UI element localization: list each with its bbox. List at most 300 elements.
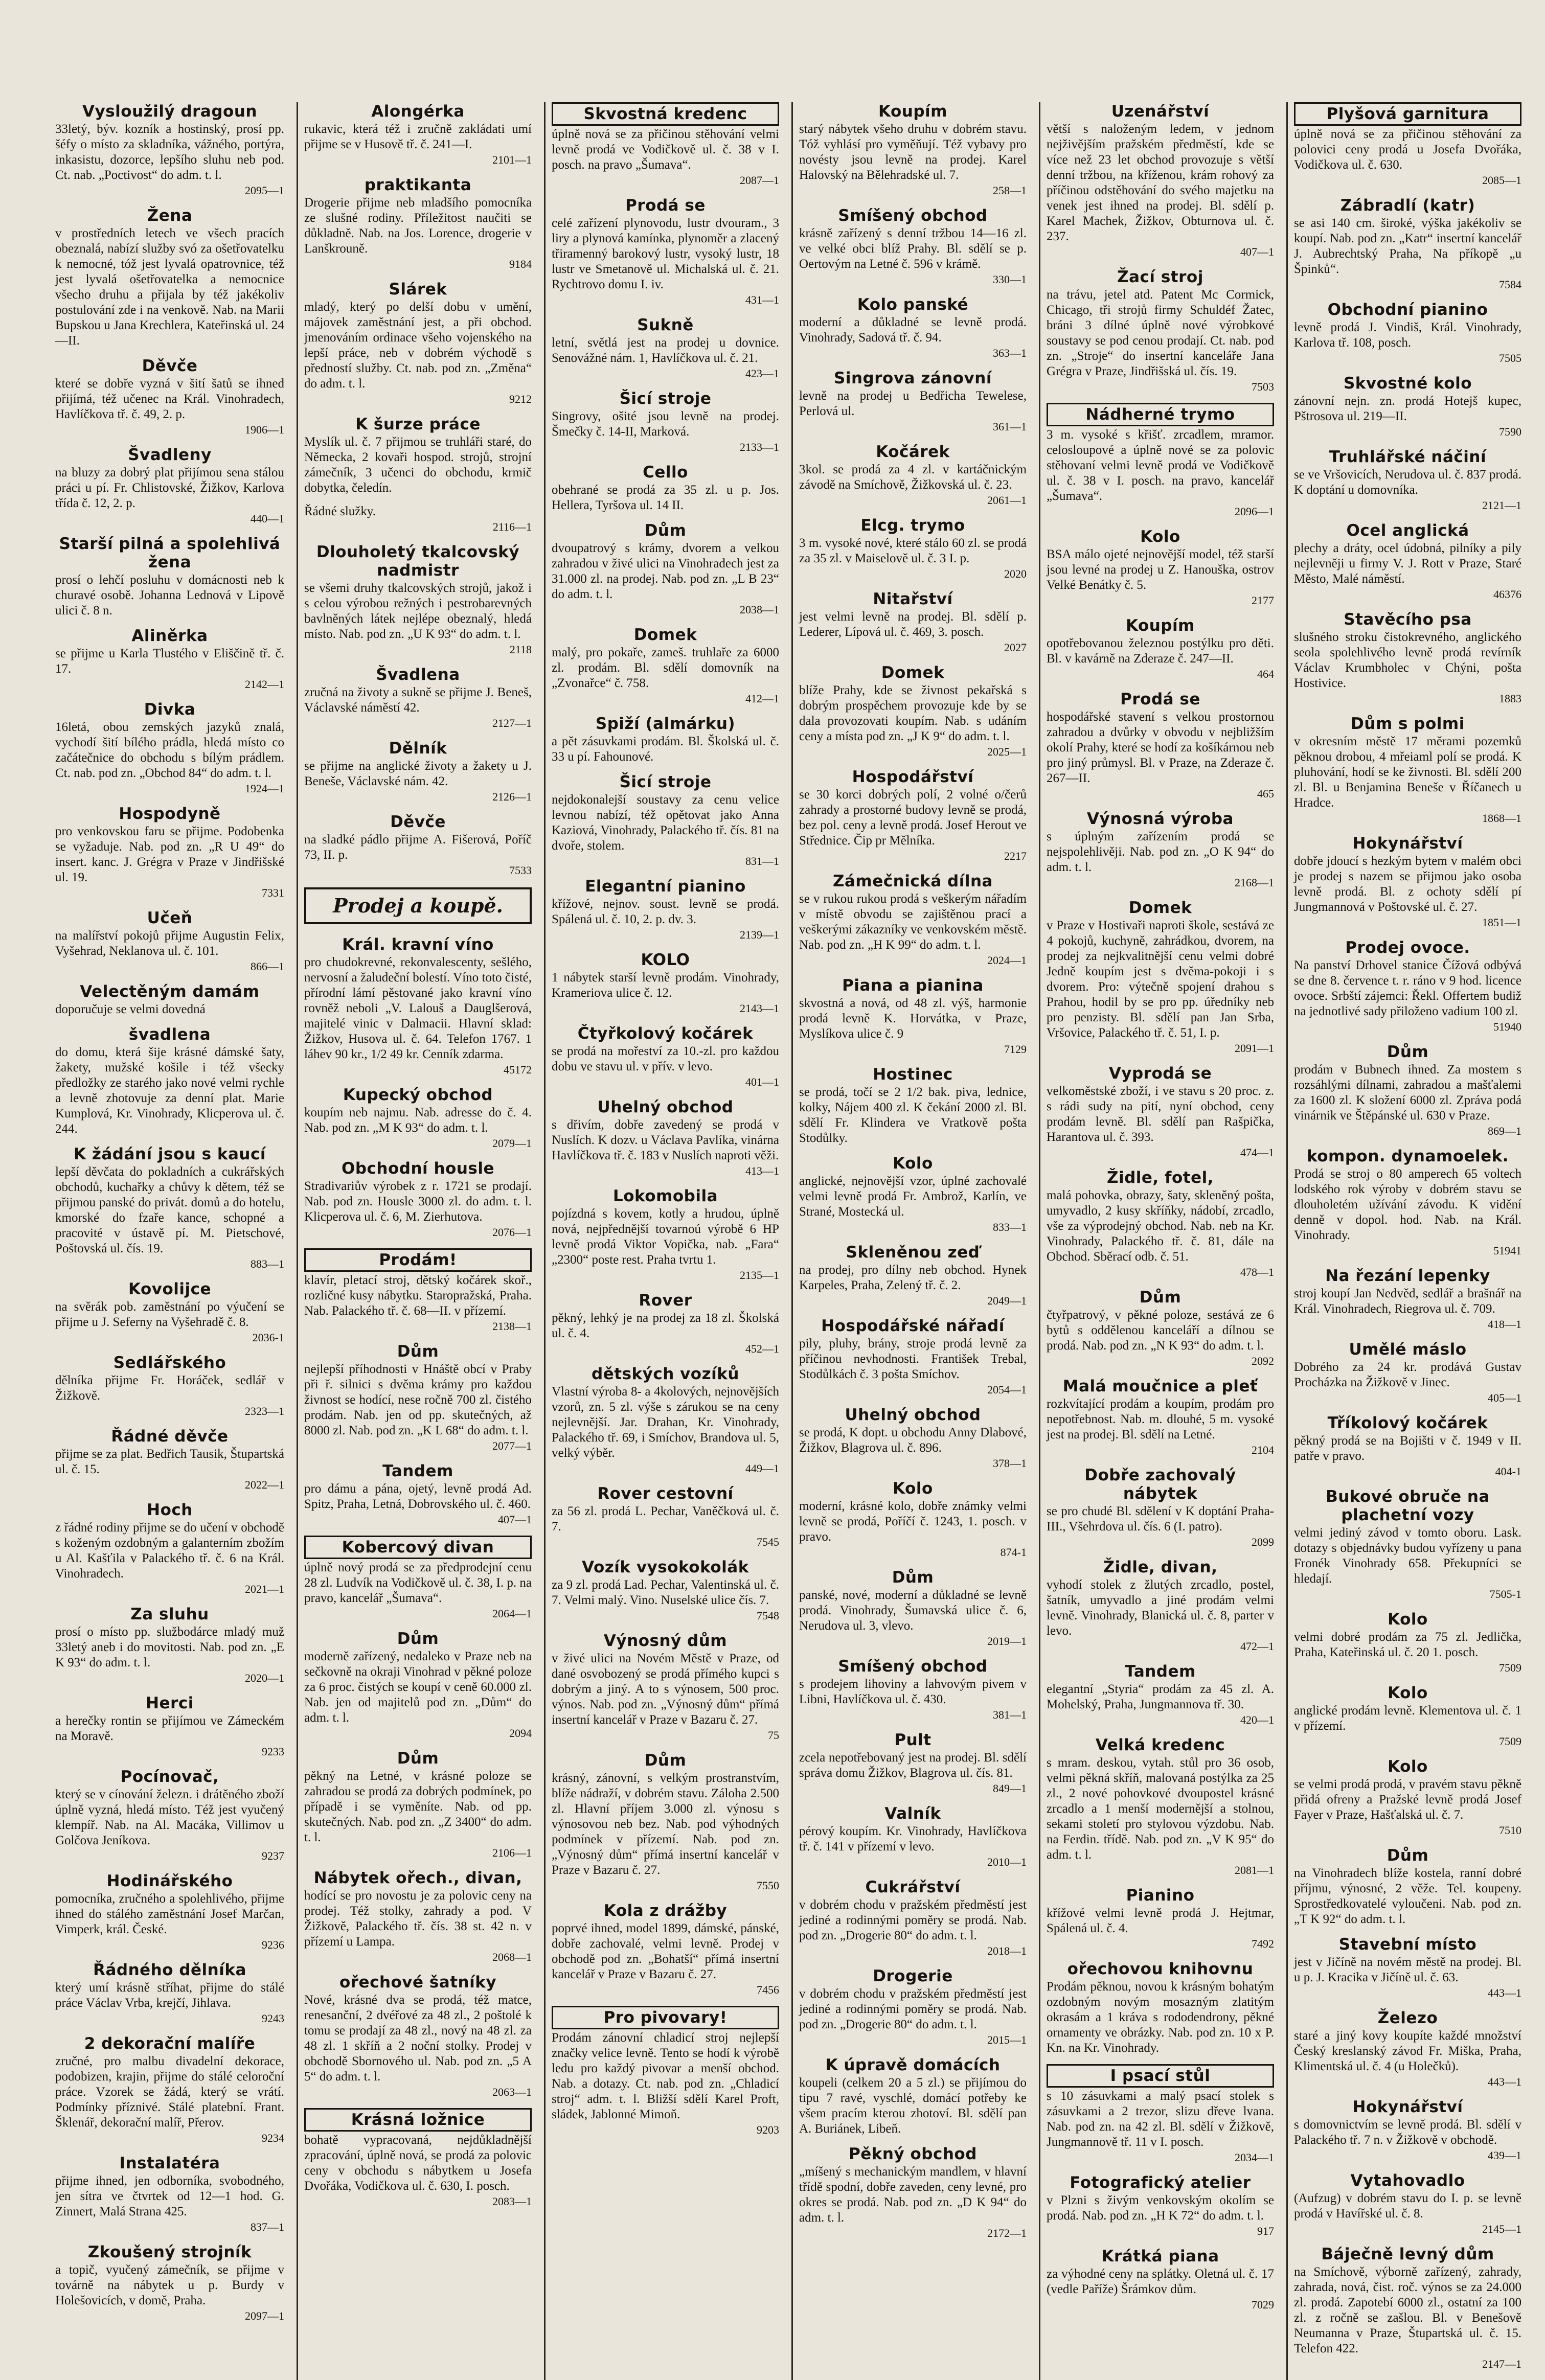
ad-code-line <box>1294 1243 1521 1258</box>
classified-ad <box>1294 2009 1521 2090</box>
ad-code: 2126—1 <box>492 790 532 803</box>
ad-text: krásný, zánovní, s velkým prostranstvím, blíže nádraží, v dobrém stavu. Záloha 2.500 zl. Hlavní příjem 3.000 zl. výnosu s výnosovou neb bez. Nab. pod výhodných podmínek v přízemí. Nab. pod zn. „Výnosný dům“ přímá insertní kancelář v Praze v Bazaru č. 27. <box>552 1771 779 1877</box>
ad-code-line <box>304 1512 532 1527</box>
ad-text: anglické, nejnovější vzor, úplné zachovalé velmi levně prodá Fr. Ambrož, Karlín, ve Strané, Mostecká ul. <box>799 1174 1027 1219</box>
ad-title: Pocínovač, <box>120 1768 219 1786</box>
ad-code: 2085—1 <box>1482 174 1521 187</box>
classified-ad <box>1294 2171 1521 2237</box>
ad-title: Obchodní housle <box>341 1159 494 1178</box>
ad-code-line <box>1294 691 1521 706</box>
ad-code: 2217 <box>1004 850 1027 862</box>
ad-code: 2063—1 <box>492 2086 532 2098</box>
ad-code: 9203 <box>757 2123 779 2136</box>
classified-ad <box>55 1961 284 2026</box>
classified-ad <box>55 1427 284 1493</box>
ad-code: 431—1 <box>745 293 779 306</box>
ad-code: 837—1 <box>251 2221 284 2233</box>
classified-ad <box>799 1243 1027 1309</box>
ad-code: 401—1 <box>745 1075 779 1088</box>
ad-text: obehrané se prodá za 35 zl. u p. Jos. Hellera, Tyršova ul. 14 II. <box>552 483 779 512</box>
ad-code: 2079—1 <box>492 1137 532 1150</box>
ad-code-line <box>1047 2224 1274 2239</box>
classified-ad <box>55 2243 284 2324</box>
ad-title: Báječně levný dům <box>1321 2245 1494 2263</box>
ad-text: jest v Jičíně na novém městě na prodej. Bl. u p. J. Kracika v Jičíně ul. č. 63. <box>1294 1955 1521 1984</box>
ad-code-line <box>304 716 532 731</box>
ad-text: 16letá, obou zemských jazyků znalá, vychodí šití bílého prádla, hledá místo co začátečnice do obchodu s bílým prádlem. Ct. nab. pod zn. „Obchod 84“ do adm. t. l. <box>55 720 284 780</box>
ad-text: bohatě vypracovaná, nejdůkladnější zpracování, úplně nová, se prodá za polovic ceny v obchodu s nábytkem u Josefa Dvořáka, Vodičkova ul. č. 630, I. posch. <box>304 2133 532 2193</box>
ad-code: 258—1 <box>993 184 1027 197</box>
ad-title: Dlouholetý tkalcovský nadmistr <box>316 543 520 580</box>
ad-title: Dům s polmi <box>1351 715 1465 733</box>
classified-ad <box>1294 1267 1521 1332</box>
ad-code-line <box>1047 504 1274 519</box>
ad-title: kompon. dynamoelek. <box>1306 1147 1509 1165</box>
ad-title: Pult <box>894 1731 931 1749</box>
classified-ad <box>1294 1684 1521 1749</box>
ad-code: 1883 <box>1499 692 1521 705</box>
ad-title: Kolo <box>893 1154 933 1173</box>
ad-code: 7509 <box>1499 1661 1521 1674</box>
ad-code-line <box>304 1950 532 1965</box>
ad-text: zánovní nejn. zn. prodá Hotejš kupec, Pštrosova ul. 219—II. <box>1294 394 1521 423</box>
ad-code: 7545 <box>757 1536 779 1548</box>
ad-code-line <box>55 511 284 527</box>
ad-code: 443—1 <box>1488 1986 1521 1999</box>
ad-code: 440—1 <box>251 512 284 525</box>
ad-code: 330—1 <box>993 273 1027 286</box>
classified-ad <box>1047 810 1274 890</box>
classified-ad <box>552 1024 779 1090</box>
classified-ad <box>55 102 284 198</box>
classified-ad <box>552 1751 779 1893</box>
ad-text: v Praze v Hostivaři naproti škole, sestává ze 4 pokojů, kuchyně, zahrádkou, dvorem, na prodej za nejkvalitnější cenu velmi dobré Jedně koupím jest s dvěma-pokoji i s dvorem. Pro: výtečně spojení drahou s Prahou, hodil by se pro pp. úředníky neb pro penzisty. Bl. sdělí pan Jan Srba, Vršovice, Palackého tř. č. 51, I. p. <box>1047 919 1274 1040</box>
classified-ad <box>799 1731 1027 1796</box>
ad-code-line <box>1047 1041 1274 1056</box>
ad-title: Hoch <box>147 1501 193 1519</box>
classified-ad <box>552 773 779 869</box>
classified-ad <box>55 207 284 349</box>
ad-title: Kolo panské <box>857 295 969 314</box>
ad-title: Dům <box>644 1751 687 1770</box>
ad-text: pro dámu a pána, ojetý, levně prodá Ad. Spitz, Praha, Letná, Dobrovského ul. č. 460. <box>304 1482 532 1511</box>
ad-text: Drogerie přijme neb mladšího pomocníka ze slušné rodiny. Příležitost naučiti se důkladně. Nab. na Jos. Lorence, drogerie v Lanškrouně. <box>304 196 532 256</box>
ad-code: 2106—1 <box>492 1846 532 1859</box>
ad-code-line <box>1294 424 1521 440</box>
ad-title: Krásná ložnice <box>304 2108 532 2132</box>
ad-text: úplně nová se za přičinou stěhování za polovici ceny prodá u Josefa Dvořáka, Vodičkova ul. č. 630. <box>1294 127 1521 172</box>
classified-ad <box>1047 1960 1274 2056</box>
ad-code-line <box>799 744 1027 760</box>
ad-code-line <box>799 1943 1027 1959</box>
classified-ad <box>1294 448 1521 513</box>
classified-ad <box>799 1804 1027 1870</box>
ad-code-line <box>1294 1985 1521 2001</box>
ad-code-line <box>304 642 532 657</box>
ad-text: který se v cínování železn. i drátěného zboží úplně vyzná, hledá místo. Též jest vyučený klempíř. Nab. na Al. Macáka, Villimov u Golčova Jeníkova. <box>55 1788 284 1847</box>
ad-code-line <box>1294 1317 1521 1332</box>
ad-code: 420—1 <box>1240 1713 1274 1726</box>
ad-code-line <box>799 566 1027 582</box>
classified-ad <box>1294 1757 1521 1838</box>
classified-ad <box>799 1878 1027 1959</box>
ad-code: 478—1 <box>1240 1266 1274 1278</box>
ad-code-line <box>552 2122 779 2138</box>
ad-text: jest velmi levně na prodej. Bl. sdělí p. Lederer, Lípová ul. č. 469, 3. posch. <box>799 610 1027 639</box>
ad-title: Výnosný dům <box>603 1632 728 1650</box>
ad-code: 2061—1 <box>987 494 1027 507</box>
ad-code: 2049—1 <box>987 1294 1027 1307</box>
ad-text: na Smíchově, výborně zařízený, zahrady, zahrada, nová, čist. roč. výnos se za 24.000 zl. prodá. Zapotebí 6000 zl., ostatní za 100 zl. z ročně se zašlou. Bl. v Benešově Neumanna v Praze, Štupartská ul. č. 15. Telefon 422. <box>1294 2265 1521 2355</box>
ad-title: Dům <box>892 1568 934 1587</box>
ad-text: na bluzy za dobrý plat přijímou sena stálou práci u pí. Fr. Chlistovské, Žižkov, Karlova třída č. 12, 2. p. <box>55 466 284 510</box>
ad-title: Dům <box>397 1749 439 1768</box>
ad-title: Hokynářství <box>1352 834 1463 853</box>
ad-code: 2094 <box>509 1727 532 1740</box>
ad-code-line <box>1294 1734 1521 1749</box>
classified-ad <box>304 666 532 731</box>
ad-code-line <box>304 519 532 535</box>
ad-title: Starší pilná a spolehlivá žena <box>59 535 281 571</box>
ad-code-line <box>552 854 779 869</box>
ad-title: Železo <box>1377 2009 1438 2027</box>
classified-ad <box>55 982 284 1017</box>
ad-text: pěkný prodá se na Bojišti v č. 1949 v II. patře v pravo. <box>1294 1434 1521 1463</box>
ad-title: Singrova zánovní <box>834 369 992 387</box>
classified-ad <box>799 1406 1027 1471</box>
classified-ad <box>1047 2173 1274 2239</box>
ad-code: 418—1 <box>1488 1318 1521 1331</box>
ad-code: 51940 <box>1493 1020 1521 1033</box>
ad-text: 3 m. vysoké s křišť. zrcadlem, mramor. celosloupové a úplně nové se za polovic stěhovaní velmi levně prodá ve Vodičkově ul. č. 38 v I. posch. na pravo, kancelář „Šumava“. <box>1047 428 1274 503</box>
ad-text: koupeli (celkem 20 a 5 zl.) se přijímou do tipu 7 ravé, vyschlé, domácí potřeby ke všem pracím kterou zhotoví. Bl. sdělí pan A. Buriánek, Libeň. <box>799 2076 1027 2136</box>
classified-ad <box>1047 1288 1274 1369</box>
ad-text: Stradivariův výrobek z r. 1721 se prodají. Nab. pod zn. Housle 3000 zl. do adm. t. l. Klicperova ul. č. 6, M. Zierhutova. <box>304 1179 532 1224</box>
ad-text: poprvé ihned, model 1899, dámské, pánské, dobře zachovalé, velmi levně. Prodej v obchodě pod zn. „Bohatší“ přímá insertní kancelář v Praze v Bazaru č. 27. <box>552 1921 779 1981</box>
ad-title: Kočárek <box>876 443 950 461</box>
classified-ad <box>799 976 1027 1057</box>
ad-code: 2054—1 <box>987 1383 1027 1396</box>
classified-ad <box>1047 1662 1274 1728</box>
ad-code: 9212 <box>509 393 532 405</box>
ad-code-line <box>1294 498 1521 513</box>
ad-code-line <box>1047 1712 1274 1728</box>
ad-code: 7533 <box>509 864 532 877</box>
ad-text: Na panství Drhovel stanice Čížová odbývá se dne 8. července t. r. ráno v 9 hod. licence ovoce. Srbští zájemci: Řekl. Offertem budiž na jednotlivé sady přiloženo vadium 100 zl. <box>1294 958 1521 1018</box>
ad-title: K žádání jsou s kaucí <box>74 1145 266 1163</box>
ad-code: 2021—1 <box>245 1583 284 1595</box>
ad-code-line <box>552 1074 779 1090</box>
classified-ad <box>1294 1147 1521 1258</box>
classified-ad <box>1294 834 1521 930</box>
ad-title: ořechové šatníky <box>339 1973 497 1992</box>
ad-title: Zámečnická dílna <box>833 872 993 890</box>
classified-ad <box>1294 196 1521 292</box>
ad-title: Kolo <box>1388 1757 1428 1776</box>
ad-text: Myslík ul. č. 7 přijmou se truhláři staré, do Německa, 2 kovaři hospod. strojů, strojní zámečník, 3 učenci do obchodu, krmič dobytka, čeledín. <box>304 435 532 495</box>
ad-title: Krátká piana <box>1101 2247 1219 2265</box>
ad-text: rozkvítající prodám a koupím, prodám pro nepotřebnost. Nab. m. dlouhé, 5 m. vysoké jest na prodej. Bl. sdělí na Letné. <box>1047 1397 1274 1441</box>
ad-code-line <box>304 152 532 168</box>
ad-text: krásně zařízený s denní tržbou 14—16 zl. ve velké obci blíž Prahy. Bl. sdělí se p. Oertovým na Letné č. 596 v krámě. <box>799 226 1027 271</box>
ad-text: 3kol. se prodá za 4 zl. v kartáčnickým závodě na Smíchově, Žižkovská ul. č. 23. <box>799 463 1027 492</box>
ad-code: 7590 <box>1499 425 1521 438</box>
ad-code: 452—1 <box>745 1342 779 1355</box>
ad-code: 2064—1 <box>492 1607 532 1620</box>
ad-text: přijme se za plat. Bedřich Tausik, Štupartská ul. č. 15. <box>55 1447 284 1476</box>
classified-ad <box>55 909 284 974</box>
classified-ad <box>1294 715 1521 826</box>
classified-ad <box>1294 939 1521 1035</box>
ad-text: v živé ulici na Novém Městě v Praze, od dané osvobozený se prodá přímého kupci s dobrým a jiný. A to s výnosem, 500 proc. výnos. Nab. pod zn. „Výnosný dům“ přímá insertní kancelář v Praze v Bazaru č. 27. <box>552 1652 779 1727</box>
ad-text: 3 m. vysoké nové, které stálo 60 zl. se prodá za 35 zl. v Maiselově ul. č. 3 I. p. <box>799 536 1027 565</box>
classified-ad <box>799 1317 1027 1398</box>
classified-ad <box>1047 1064 1274 1160</box>
ad-code-line <box>1294 173 1521 188</box>
ad-text: na svěrák pob. zaměstnání po výučení se přijme u J. Seferny na Vyšehradě č. 8. <box>55 1300 284 1329</box>
ad-code: 7129 <box>1004 1043 1027 1056</box>
ad-code-line <box>552 366 779 381</box>
ad-text: BSA málo ojeté nejnovější model, též starší jsou levné na prodej u Z. Hanouška, ostrov Velké Benátky č. 5. <box>1047 547 1274 592</box>
column-5 <box>1039 102 1279 2380</box>
ad-code: 75 <box>768 1729 779 1742</box>
ad-code-line <box>1047 1443 1274 1458</box>
ad-code: 2172—1 <box>987 2227 1027 2239</box>
ad-code: 2068—1 <box>492 1951 532 1963</box>
ad-text: větší s naloženým ledem, v jednom nejživějším pražském předměstí, kde se více než 23 let obchod provozuje s větší denní tržbou, na kříženou, krám rohový za příčinou odstěhování do svého majetku na venek jest ihned na prodej. Bl. sdělí p. Karel Machek, Žižkov, Obturnova ul. č. 237. <box>1047 122 1274 243</box>
classified-ad <box>1294 1846 1521 1927</box>
ad-code-line <box>55 2219 284 2235</box>
ad-title: Spiží (almárku) <box>595 715 736 733</box>
ad-title: Hodinářského <box>106 1872 233 1890</box>
ad-title: Koupím <box>878 102 947 121</box>
ad-code-line <box>304 2085 532 2100</box>
ad-code-line <box>1294 2074 1521 2090</box>
ad-text: nejlepší příhodnosti v Hnáště obcí v Praby při ř. silnici s dvěma krámy pro každou živnost se hodící, nese ročně 700 zl. čistého prodám. Nab. jen od pp. skutečných, až 8000 zl. Nab. pod zn. „K L 68“ do adm. t. l. <box>304 1362 532 1437</box>
ad-title: dětských vozíků <box>592 1365 739 1383</box>
ad-code-line <box>55 2011 284 2026</box>
ad-code: 474—1 <box>1240 1146 1274 1159</box>
ad-code: 404-1 <box>1495 1465 1521 1478</box>
ad-title: Nádherné trymo <box>1047 403 1274 426</box>
ad-code: 7331 <box>262 886 284 899</box>
ad-code: 831—1 <box>745 855 779 867</box>
ad-title: Plyšová garnitura <box>1294 102 1521 126</box>
classified-ad <box>1047 403 1274 519</box>
ad-code: 9234 <box>262 2132 284 2144</box>
classified-ad <box>304 543 532 657</box>
ad-code-line <box>799 272 1027 287</box>
ad-code: 1924—1 <box>245 782 284 795</box>
ad-code: 2038—1 <box>740 603 779 616</box>
ad-text: na sladké pádlo přijme A. Fišerová, Poříč 73, II. p. <box>304 833 532 862</box>
column-6 <box>1286 102 1527 2380</box>
classified-ad <box>1047 528 1274 608</box>
ad-text: se ve Vršovicích, Nerudova ul. č. 837 prodá. K doptání u domovníka. <box>1294 468 1521 497</box>
ad-code: 917 <box>1257 2225 1274 2237</box>
ad-code: 2024—1 <box>987 954 1027 967</box>
ad-code-line <box>1047 1639 1274 1654</box>
ad-code: 869—1 <box>1488 1125 1521 1137</box>
ad-text: Řádné služky. <box>304 505 376 518</box>
ad-text: 1 nábytek starší levně prodám. Vinohrady, Krameriova ulice č. 12. <box>552 971 779 1000</box>
ad-title: Aliněrka <box>131 627 208 645</box>
ad-code: 2323—1 <box>245 1405 284 1417</box>
classified-ad <box>55 535 284 619</box>
ad-text: s úplným zařízením prodá se nejspolehlivěji. Nab. pod zn. „O K 94“ do adm. t. l. <box>1047 830 1274 874</box>
ad-code-line <box>552 1341 779 1357</box>
ad-code-line <box>55 1582 284 1597</box>
ad-title: praktikanta <box>364 176 472 194</box>
ad-title: Kolo <box>1388 1610 1428 1629</box>
ad-title: ořechovou knihovnu <box>1067 1960 1254 1978</box>
ad-title: Dům <box>1387 1846 1429 1865</box>
ad-code: 1906—1 <box>245 423 284 436</box>
ad-title: Dům <box>397 1342 439 1361</box>
ad-code: 9237 <box>262 1849 284 1862</box>
ad-text: blíže Prahy, kde se živnost pekařská s dobrým prospěchem provozuje kde by se dala provozovati koupím. Nab. s udáním ceny a místa pod zn. „J K 9“ do adm. t. l. <box>799 683 1027 743</box>
ad-title: Umělé máslo <box>1349 1340 1467 1359</box>
ad-title: Židle, fotel, <box>1106 1169 1214 1187</box>
ad-text: levně prodá J. Vindiš, Král. Vinohrady, Karlova tř. 108, posch. <box>1294 321 1521 350</box>
ad-text: do domu, která šije krásné dámské šaty, žakety, mužské košile i též všecky předložky ze starého jako nové velmi rychle a levně zhotovuje za denní plat. Marie Kumplová, Kr. Vinohrady, Klicperova ul. č. 244. <box>55 1045 284 1136</box>
classified-ad <box>552 715 779 765</box>
ad-code-line <box>552 1878 779 1893</box>
ad-text: velkoměstské zboží, i ve stavu s 20 proc. z. s rádi sudy na pití, nyní obchod, ceny prodám levně. Bl. sdělí pan Rašpička, Harantova ul. č. 393. <box>1047 1084 1274 1144</box>
ad-code-line <box>1047 2150 1274 2165</box>
classified-ad <box>304 2108 532 2209</box>
ad-code-line <box>304 1606 532 1621</box>
ad-code: 439—1 <box>1488 2149 1521 2162</box>
classified-ad <box>304 935 532 1078</box>
ad-code-line <box>304 1136 532 1151</box>
ad-text: pérový koupím. Kr. Vinohrady, Havlíčkova tř. č. 141 v přízemí v levo. <box>799 1824 1027 1853</box>
ad-code: 2087—1 <box>740 174 779 187</box>
ad-title: Stavěcího psa <box>1344 610 1472 629</box>
ad-code: 381—1 <box>993 1708 1027 1721</box>
ad-code-line <box>1047 379 1274 395</box>
ad-code: 2096—1 <box>1235 505 1274 518</box>
classified-ad <box>304 1973 532 2100</box>
ad-title: Cukrářství <box>865 1878 961 1896</box>
ad-code-line <box>799 1855 1027 1870</box>
ad-code: 472—1 <box>1240 1640 1274 1653</box>
classified-ad <box>552 196 779 308</box>
ad-code-line <box>799 1707 1027 1723</box>
ad-code-line <box>55 183 284 198</box>
ad-code-line <box>304 1438 532 1454</box>
ad-text: v dobrém chodu v pražském předměstí jest jediné a rodinnými poměry se prodá. Nab. pod zn. „Drogerie 80“ do adm. t. l. <box>799 1898 1027 1942</box>
ad-text: s dřivím, dobře zavedený se prodá v Nuslích. K dozv. u Václava Pavlíka, vinárna Havlíčkova tř. č. 183 v Nuslích naproti věži. <box>552 1118 779 1162</box>
classified-ad <box>1294 1610 1521 1676</box>
ad-text: plechy a dráty, ocel údobná, pilníky a pily nejlevněji u firmy V. J. Rott v Praze, Staré Město, Malé náměstí. <box>1294 541 1521 586</box>
classified-ad <box>799 1154 1027 1235</box>
ad-title: Valník <box>884 1804 941 1823</box>
ad-title: Truhlářské náčiní <box>1329 448 1487 466</box>
ad-code: 2015—1 <box>987 2033 1027 2046</box>
ad-title: Židle, divan, <box>1103 1558 1218 1576</box>
ad-code: 2083—1 <box>492 2195 532 2208</box>
classified-ad <box>304 102 532 168</box>
ad-text: úplně nový prodá se za předprodejní cenu 28 zl. Ludvík na Vodičkově ul. č. 38, I. p. na pravo, kancelář „Šumava“. <box>304 1561 532 1605</box>
ad-text: malý, pro pokaře, zameš. truhlaře za 6000 zl. prodám. Bl. sdělí domovník na „Zvonařce“ č. 758. <box>552 646 779 690</box>
ad-code-line <box>304 1225 532 1240</box>
ad-code: 2034—1 <box>1235 2151 1274 2164</box>
ad-title: Hospodyně <box>119 805 221 823</box>
ad-title: Dům <box>1139 1288 1182 1307</box>
ad-title: Rover cestovní <box>597 1484 734 1503</box>
ad-title: Žací stroj <box>1117 268 1203 286</box>
ad-code: 2099 <box>1252 1536 1274 1548</box>
ad-code: 2025—1 <box>987 745 1027 758</box>
ad-title: Elcg. trymo <box>860 516 965 535</box>
classified-ad <box>799 369 1027 434</box>
classified-ad <box>552 951 779 1016</box>
ad-title: Pianino <box>1126 1886 1195 1905</box>
classified-ad <box>552 521 779 617</box>
ad-text: Prodám zánovní chladicí stroj nejlepší značky velice levně. Tento se hodí k výrobě ledu pro každý pivovar a menší obchod. Nab. a dotazy. Ct. nab. pod zn. „Chladicí stroj“ adm. t. l. Bližší sdělí Karel Proft, sládek, Jablonné Mimoň. <box>552 2031 779 2121</box>
ad-text: za 9 zl. prodá Lad. Pechar, Valentinská ul. č. 7. Velmi malý. Vino. Nuselské ulice čís. 7. <box>552 1578 779 1607</box>
column-1 <box>49 102 289 2380</box>
ad-text: se prodá, K dopt. u obchodu Anny Dlabové, Žižkov, Blagrova ul. č. 896. <box>799 1426 1027 1455</box>
ad-code-line <box>304 1726 532 1741</box>
ad-text: letní, světlá jest na prodej u dovnice. Senovážné nám. 1, Havlíčkova ul. č. 21. <box>552 336 779 365</box>
ad-text: křížové velmi levně prodá J. Hejtmar, Spálená ul. č. 4. <box>1047 1906 1274 1935</box>
ad-code-line <box>1294 1390 1521 1406</box>
ad-title: Domek <box>1128 899 1192 917</box>
classified-ad <box>552 1632 779 1743</box>
ad-code: 2019—1 <box>987 1635 1027 1647</box>
classified-ad <box>552 1365 779 1476</box>
ad-text: nejdokonalejší soustavy za cenu velice levnou nabízí, též opětovat jako Anna Kaziová, Vinohrady, Palackého tř. čís. 81 na dvoře, stolem. <box>552 793 779 853</box>
ad-title: Dobře zachovalý nábytek <box>1084 1466 1236 1503</box>
ad-code-line <box>552 1608 779 1623</box>
ad-code-line <box>1047 244 1274 260</box>
ad-code-line <box>1294 1587 1521 1602</box>
ad-title: Za sluhu <box>130 1605 209 1623</box>
ad-title: Vysloužilý dragoun <box>82 102 257 121</box>
ad-code: 378—1 <box>993 1457 1027 1470</box>
ad-code-line <box>552 440 779 455</box>
ad-code-line <box>799 849 1027 864</box>
ad-title: Sukně <box>637 316 694 334</box>
ad-title: Pěkný obchod <box>849 2145 977 2163</box>
ad-title: Tandem <box>382 1462 453 1480</box>
ad-code-line <box>552 1163 779 1179</box>
classified-ad <box>55 1872 284 1953</box>
ad-title: Hostinec <box>873 1065 953 1084</box>
ad-title: I psací stůl <box>1047 2064 1274 2088</box>
classified-ad <box>304 415 532 496</box>
ad-code: 2177 <box>1252 594 1274 607</box>
ad-code-line <box>55 1670 284 1686</box>
ad-text: se velmi prodá prodá, v pravém stavu pěkně přidá ofreny a Pražské levně prodá Josef Fayer v Praze, Hašťalská ul. č. 7. <box>1294 1777 1521 1822</box>
ad-title: Žena <box>147 207 193 225</box>
ad-text: za 56 zl. prodá L. Pechar, Vaněčková ul. č. 7. <box>552 1504 779 1534</box>
ad-title: Prodám! <box>304 1248 532 1272</box>
ad-code: 1851—1 <box>1482 916 1521 929</box>
ad-code-line <box>1047 1936 1274 1952</box>
classified-ad <box>304 1749 532 1861</box>
ad-text: pro chudokrevné, rekonvalescenty, sešlého, nervosní a žaludeční bolestí. Víno toto čisté, přírodní lámí pěstované jako kravní víno rovněž neboli „V. Lalouš a Dauglšerová, majitelé vinic v Dalmacii. Hlavní sklad: Žižkov, Husova ul. č. 64. Telefon 1767. 1 láhev 90 kr., 1/2 49 kr. Cenník zdarma. <box>304 955 532 1061</box>
classified-ad <box>799 2145 1027 2241</box>
ad-text: na trávu, jetel atd. Patent Mc Cormick, Chicago, tři strojů firmy Schuldéf Žatec, bráni 3 dílné úplně nové výrobkové soustavy se pod cenou prodají. Ct. nab. pod zn. „Stroje“ do insertní kanceláře Jana Grégra v Praze, Jindřišská ul. čís. 19. <box>1047 288 1274 378</box>
ad-text: Prodám pěknou, novou k krásným bohatým ozdobným novým mosazným zlatitým okrasám a 1 kráva s rododendrony, pěkné ornamenty ve obrázky. Nab. pod zn. 10 x P. Kn. na Kr. Vinohrady. <box>1047 1980 1274 2055</box>
ad-code-line <box>55 2131 284 2146</box>
ad-text: se prodá, točí se 2 1/2 bak. piva, lednice, kolky, Nájem 400 zl. K čekání 2000 zl. Bl. sdělí Fr. Klindera ve Vratkově pošta Stodůlky. <box>799 1085 1027 1145</box>
ad-title: Řádného dělníka <box>93 1961 246 1979</box>
ad-title: Král. kravní víno <box>342 935 494 954</box>
